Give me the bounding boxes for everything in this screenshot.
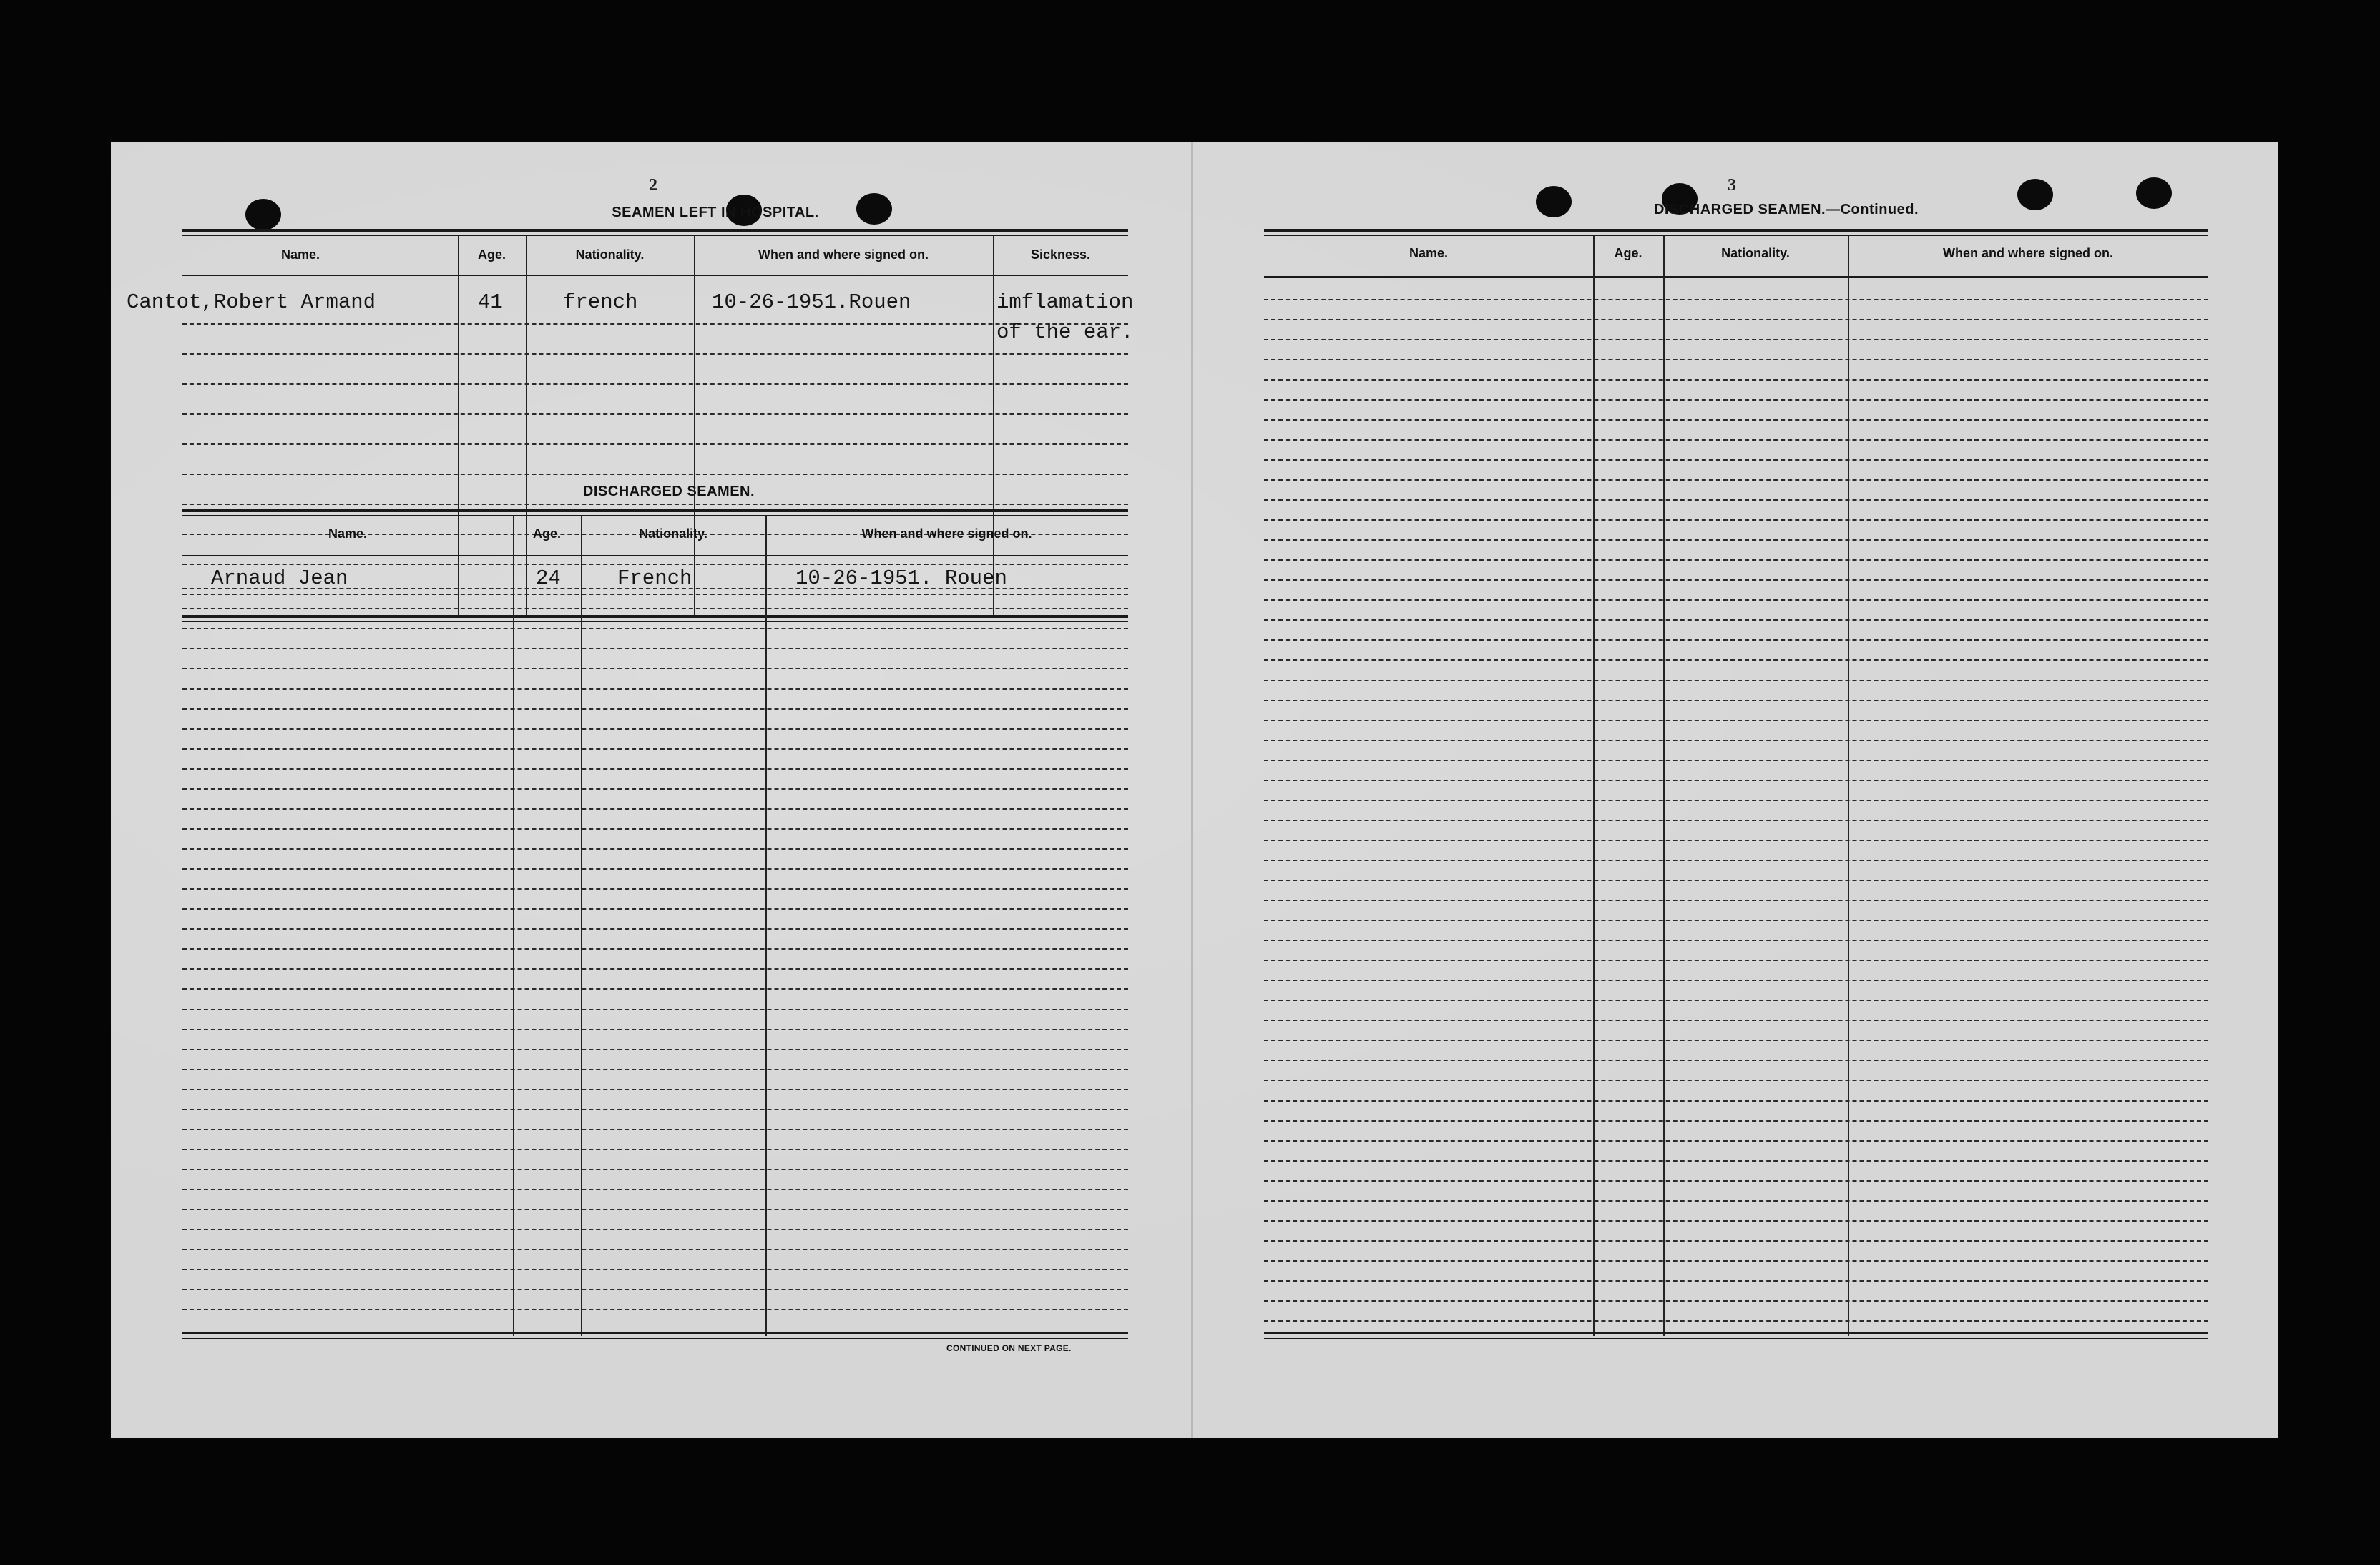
seaman-signed-on: 10-26-1951. Rouen [795, 566, 1007, 590]
column-header: When and where signed on. [758, 247, 929, 262]
column-header: Sickness. [1030, 247, 1091, 262]
seaman-sickness-continued: of the ear. [996, 320, 1134, 344]
seaman-name: Cantot,Robert Armand [127, 290, 376, 314]
column-header: Name. [280, 247, 320, 262]
seaman-sickness: imflamation [996, 290, 1134, 314]
punch-hole [1536, 186, 1572, 217]
column-header: When and where signed on. [861, 526, 1032, 541]
discharged-continued-title: DISCHARGED SEAMEN.—Continued. [1653, 202, 1919, 217]
hospital-section-title: SEAMEN LEFT IN HOSPITAL. [612, 205, 819, 220]
manifest-sheet [111, 142, 2278, 1438]
column-header: Name. [328, 526, 368, 541]
punch-hole [2136, 177, 2172, 209]
column-header: Age. [477, 247, 506, 262]
seaman-age: 24 [536, 566, 561, 590]
right-page [1193, 142, 2278, 1438]
column-header: Nationality. [575, 247, 645, 262]
seaman-age: 41 [478, 290, 503, 314]
column-header: Age. [1614, 246, 1642, 260]
punch-hole [245, 199, 281, 230]
column-header: Nationality. [639, 526, 707, 541]
seaman-nationality: french [563, 290, 638, 314]
seaman-nationality: French [617, 566, 692, 590]
column-header: When and where signed on. [1942, 246, 2114, 260]
page-number: 3 [1728, 176, 1736, 195]
punch-hole [2017, 179, 2053, 210]
seaman-name: Arnaud Jean [211, 566, 348, 590]
page-number: 2 [649, 176, 657, 195]
column-header: Name. [1409, 246, 1449, 260]
left-page [111, 142, 1193, 1438]
continued-note: CONTINUED ON NEXT PAGE. [946, 1343, 1072, 1353]
column-header: Nationality. [1721, 246, 1790, 260]
column-header: Age. [532, 526, 561, 541]
seaman-signed-on: 10-26-1951.Rouen [712, 290, 911, 314]
discharged-section-title: DISCHARGED SEAMEN. [582, 484, 755, 499]
